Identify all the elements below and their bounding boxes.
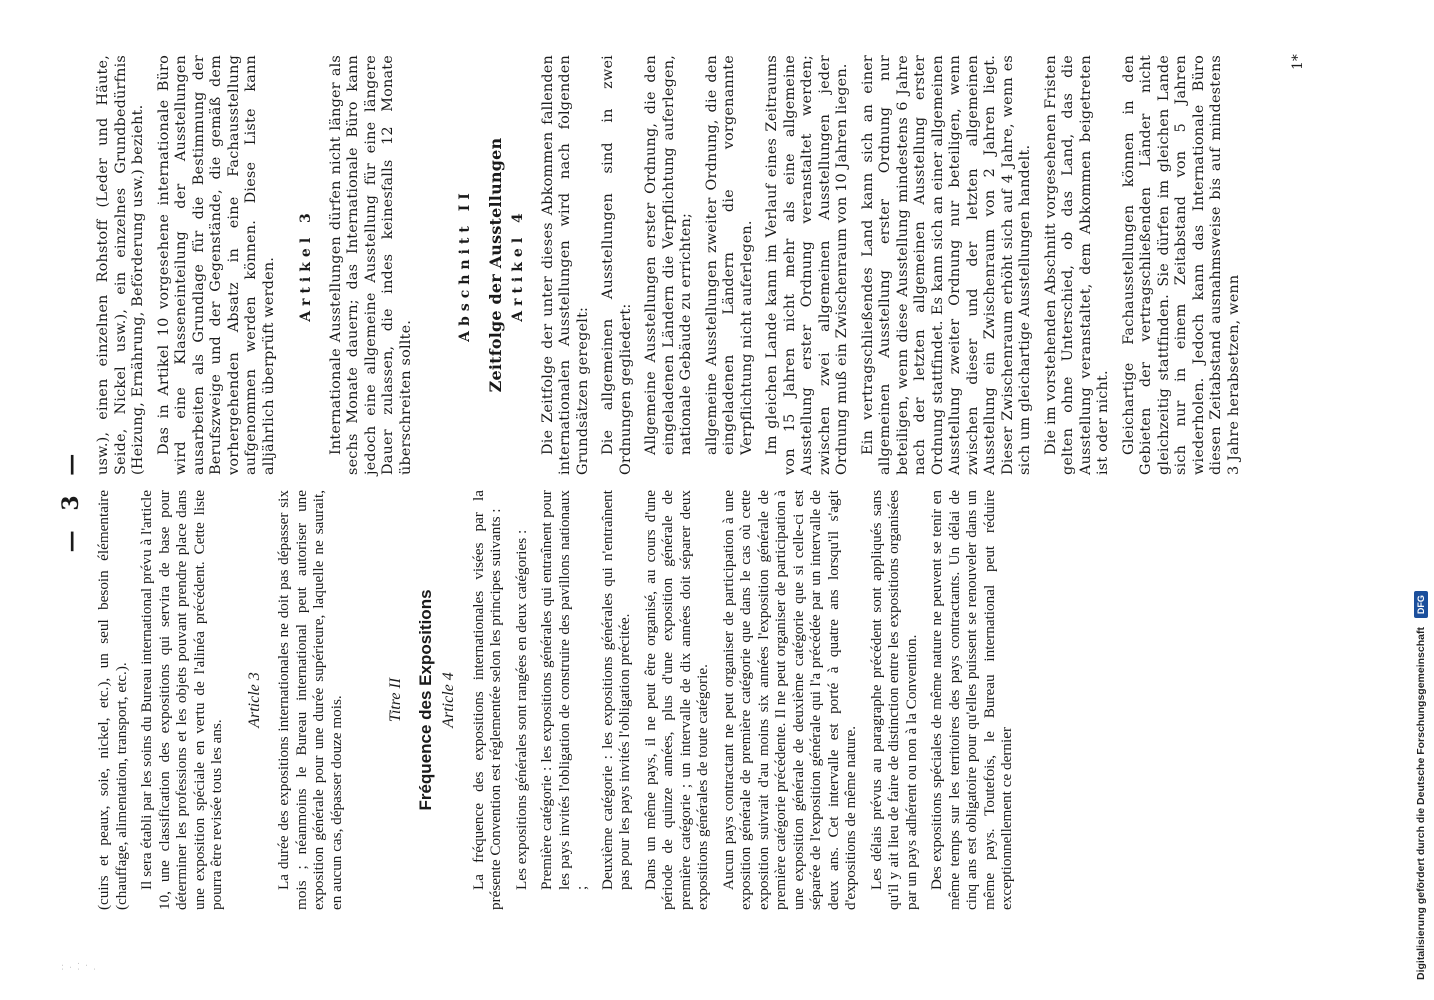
paragraph: Il sera établi par les soins du Bureau international prévu à l'article 10, une classification des expositions qui servira de base pour déterminer les professions et les objets pouvant prendre place dans une exposition spéciale en vertu de l'alinéa précédent. Cette liste pourra être revisée tous les ans. <box>138 490 225 910</box>
paragraph: allgemeine Ausstellungen zweiter Ordnung, die den eingeladenen Ländern die vorgenannte Verpflichtung nicht auferlegen. <box>703 55 755 455</box>
article-heading: Artikel 4 <box>510 208 526 322</box>
section-title: Abschnitt II <box>457 188 473 342</box>
paragraph: (cuirs et peaux, soie, nickel, etc.), un seul besoin élémentaire (chauffage, alimentation, transport, etc.). <box>95 490 130 910</box>
german-column <box>95 55 1251 475</box>
paragraph: Allgemeine Ausstellungen erster Ordnung, die den eingeladenen Ländern die Verpflichtung auferlegen, nationale Gebäude zu errichten; <box>643 55 694 455</box>
paragraph: Deuxième catégorie : les expositions générales qui n'entraînent pas pour les pays invités l'obligation précitée. <box>598 490 633 890</box>
paragraph: Aucun pays contractant ne peut organiser de participation à une exposition générale de première catégorie que dans le cas où cette exposition suivrait d'au moins six années l'exposition générale de première catégorie précédente. Il ne peut organiser de participation à une exposition générale de deuxième catégorie que si celle-ci est séparée de l'exposition générale qui l'a précédée par un intervalle de deux ans. Cet intervalle est porté à quatre ans lorsqu'il s'agit d'expositions de même nature. <box>719 490 859 910</box>
dfg-logo: DFG <box>1414 591 1428 618</box>
credit-line <box>1410 10 1432 990</box>
paragraph: Die Zeitfolge der unter dieses Abkommen fallenden internationalen Ausstellungen wird nach folgenden Grundsätzen geregelt: <box>539 55 591 475</box>
article-heading: Article 4 <box>440 672 457 728</box>
paragraph: Ein vertragschließendes Land kann sich an einer allgemeinen Ausstellung erster Ordnung nur beteiligen, wenn diese Ausstellung mindestens 6 Jahre nach der letzten allgemeinen Ausstellung erster Ordnung stattfindet. Es kann sich an einer allgemeinen Ausstellung zweiter Ordnung nur beteiligen, wenn zwischen dieser und der letzten allgemeinen Ausstellung ein Zwischenraum von 2 Jahren liegt. Dieser Zwischenraum erhöht sich auf 4 Jahre, wenn es sich um gleichartige Ausstellungen handelt. <box>859 55 1033 475</box>
page-number: — 3 — <box>58 447 84 553</box>
paragraph: Les délais prévus au paragraphe précédent sont appliqués sans qu'il y ait lieu de faire de distinction entre les expositions organisées par un pays adhérent ou non à la Convention. <box>867 490 920 910</box>
paragraph: Das in Artikel 10 vorgesehene internationale Büro wird eine Klasseneinteilung der Ausstellungen ausarbeiten als Grundlage für die Bestimmung der Berufszweige und der Gegenstände, die gemäß dem vorhergehenden Absatz in eine Fachausstellung aufgenommen werden können. Diese Liste kann alljährlich überprüft werden. <box>155 55 277 475</box>
scan-specks: · · · · · · · <box>60 962 99 970</box>
paragraph: Gleichartige Fachausstellungen können in den Gebieten der vertragschließenden Länder nicht gleichzeitig stattfinden. Sie dürfen im gleichen Lande sich nur in einem Zeitabstand von 5 Jahren wiederholen. Jedoch kann das Internationale Büro diesen Zeitabstand ausnahmsweise bis auf mindestens 3 Jahre herabsetzen, wenn <box>1120 55 1242 475</box>
paragraph: Die allgemeinen Ausstellungen sind in zwei Ordnungen gegliedert: <box>600 55 634 475</box>
credit-text: Digitalisierung gefördert durch die Deutsche Forschungsgemeinschaft <box>1415 627 1427 980</box>
digitization-credit <box>1410 10 1432 990</box>
paragraph: Dans un même pays, il ne peut être organisé, au cours d'une période de quinze années, plus d'une exposition générale de première catégorie ; un intervalle de dix années doit séparer deux expositions générales de toute catégorie. <box>641 490 711 910</box>
section-heading: Zeitfolge der Ausstellungen <box>485 137 505 393</box>
paragraph: Des expositions spéciales de même nature ne peuvent se tenir en même temps sur les territoires des pays contractants. Un délai de cinq ans est obligatoire pour qu'elles puissent se renouveler dans un même pays. Toutefois, le Bureau international peut réduire exceptionnellement ce dernier <box>928 490 1015 910</box>
paragraph: Internationale Ausstellungen dürfen nicht länger als sechs Monate dauern; das Internationale Büro kann jedoch eine allgemeine Ausstellung für eine längere Dauer zulassen, die indes keinesfalls 12 Monate überschreiten sollte. <box>327 55 414 475</box>
paragraph: usw.), einen einzelnen Rohstoff (Leder und Häute, Seide, Nickel usw.), ein einzelnes Grundbedürfnis (Heizung, Ernährung, Beförderung usw.) bezieht. <box>95 55 146 475</box>
paragraph: Im gleichen Lande kann im Verlauf eines Zeitraums von 15 Jahren nicht mehr als eine allgemeine Ausstellung erster Ordnung veranstaltet werden; zwischen zwei allgemeinen Ausstellungen jeder Ordnung muß ein Zwischenraum von 10 Jahren liegen. <box>764 55 850 475</box>
article-heading: Article 3 <box>245 672 263 728</box>
section-title: Titre II <box>387 677 404 723</box>
paragraph: La durée des expositions internationales ne doit pas dépasser six mois ; néanmoins le Bureau international peut autoriser une exposition générale pour une durée supérieure, laquelle ne saurait, en aucun cas, dépasser douze mois. <box>275 490 345 910</box>
paragraph: Première catégorie : les expositions générales qui entraînent pour les pays invités l'obligation de construire des pavillons nationaux ; <box>538 490 590 890</box>
article-heading: Artikel 3 <box>298 208 314 322</box>
french-column <box>95 490 1024 910</box>
paragraph: Die im vorstehenden Abschnitt vorgesehenen Fristen gelten ohne Unterschied, ob das Land, das die Ausstellung veranstaltet, dem Abkommen beigetreten ist oder nicht. <box>1042 55 1111 475</box>
paragraph: La fréquence des expositions internationales visées par la présente Convention est réglementée selon les principes suivants : <box>469 490 504 910</box>
paragraph: Les expositions générales sont rangées en deux catégories : <box>512 529 530 890</box>
footnote-mark: 1* <box>1290 54 1306 70</box>
section-heading: Fréquence des Expositions <box>415 589 435 811</box>
